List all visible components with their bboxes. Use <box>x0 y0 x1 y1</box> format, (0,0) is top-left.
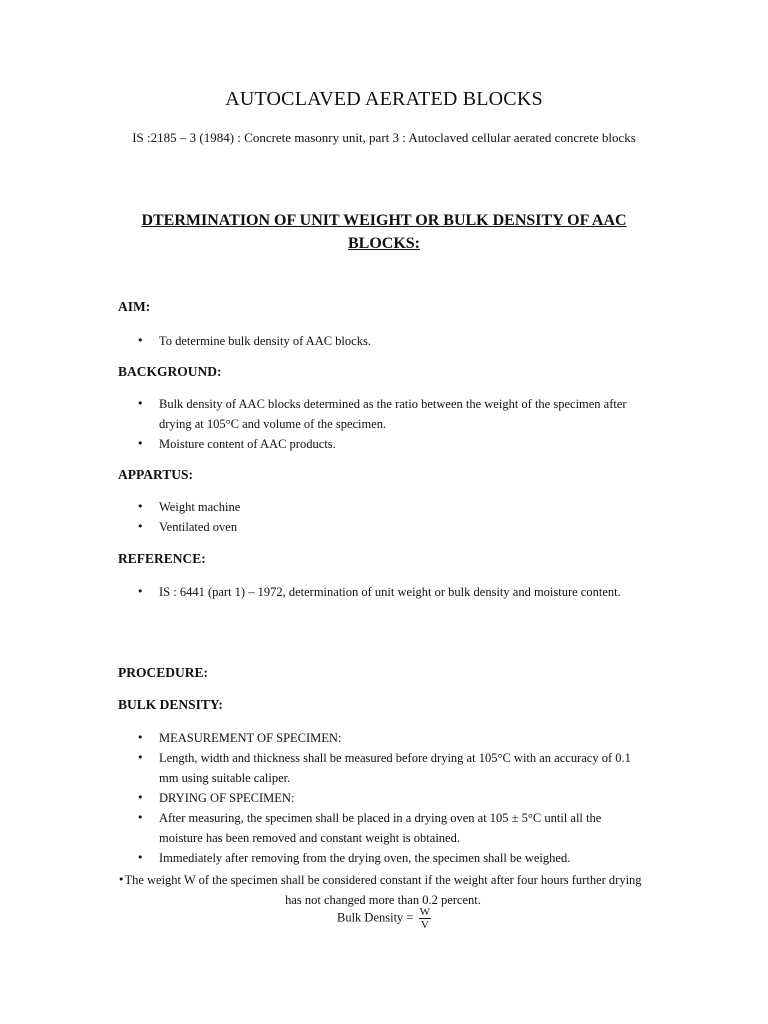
bulk-density-item: • Immediately after removing from the drying oven, the specimen shall be weighed. <box>118 848 648 868</box>
aim-list <box>118 331 648 351</box>
background-heading: BACKGROUND: <box>118 364 222 379</box>
apparatus-item: • Weight machine <box>118 497 648 517</box>
background-list <box>118 394 648 454</box>
background-item: • Moisture content of AAC products. <box>118 434 648 454</box>
apparatus-item: • Ventilated oven <box>118 517 648 537</box>
formula-label: Bulk Density = <box>336 910 414 925</box>
document-subtitle: IS :2185 – 3 (1984) : Concrete masonry unit, part 3 : Autoclaved cellular aerated concrete blocks <box>132 130 636 145</box>
section-title: DTERMINATION OF UNIT WEIGHT OR BULK DENSITY OF AAC BLOCKS: <box>141 212 627 252</box>
aim-heading: AIM: <box>118 299 151 314</box>
bulk-density-formula <box>0 906 768 931</box>
background-item: • Bulk density of AAC blocks determined as the ratio between the weight of the specimen after drying at 105°C and volume of the specimen. <box>118 394 648 434</box>
bulk-density-item: • MEASUREMENT OF SPECIMEN: <box>118 728 648 748</box>
aim-item: • To determine bulk density of AAC blocks. <box>118 331 648 351</box>
procedure-heading: PROCEDURE: <box>118 665 208 680</box>
reference-item: • IS : 6441 (part 1) – 1972, determination of unit weight or bulk density and moisture content. <box>118 582 648 602</box>
formula-denominator: V <box>420 919 429 931</box>
apparatus-heading: APPARTUS: <box>118 467 194 482</box>
document-title: AUTOCLAVED AERATED BLOCKS <box>225 88 543 110</box>
formula-fraction <box>419 906 431 931</box>
apparatus-list <box>118 497 648 537</box>
reference-heading: REFERENCE: <box>118 551 206 566</box>
bulk-density-last-item-text: The weight W of the specimen shall be considered constant if the weight after four hours further drying has not changed more than 0.2 percent. <box>124 873 642 907</box>
bulk-density-item: • After measuring, the specimen shall be placed in a drying oven at 105 ± 5°C until all the moisture has been removed and constant weight is obtained. <box>118 808 648 848</box>
reference-list <box>118 582 648 602</box>
bulk-density-item: • Length, width and thickness shall be measured before drying at 105°C with an accuracy of 0.1 mm using suitable caliper. <box>118 748 648 788</box>
formula-numerator: W <box>419 906 430 918</box>
bulk-density-list <box>118 728 648 868</box>
bulk-density-heading: BULK DENSITY: <box>118 697 223 712</box>
bulk-density-last-item <box>118 870 648 910</box>
bullet-marker: • <box>118 873 125 886</box>
bulk-density-item: • DRYING OF SPECIMEN: <box>118 788 648 808</box>
